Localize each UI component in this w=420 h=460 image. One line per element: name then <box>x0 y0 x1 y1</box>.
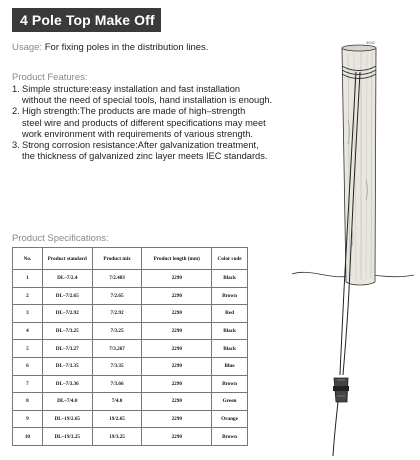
table-cell: 7/4.0 <box>92 393 142 411</box>
table-cell: DL–19/2.65 <box>42 410 92 428</box>
table-cell: 2290 <box>142 393 212 411</box>
table-cell: 10 <box>13 428 43 446</box>
table-cell: 2290 <box>142 270 212 288</box>
table-cell: Brown <box>212 287 248 305</box>
table-cell: DL–7/2.65 <box>42 287 92 305</box>
spec-header-cell: No. <box>13 248 43 270</box>
table-cell: 19/2.65 <box>92 410 142 428</box>
usage-text: For fixing poles in the distribution lines. <box>44 42 209 53</box>
table-cell: 2290 <box>142 340 212 358</box>
table-row <box>13 428 248 446</box>
table-cell: 3 <box>13 305 43 323</box>
table-cell: DL–7/3.35 <box>42 357 92 375</box>
table-cell: 6 <box>13 357 43 375</box>
table-cell: Green <box>212 393 248 411</box>
spec-header-cell: Product standard <box>42 248 92 270</box>
feature-text <box>22 84 312 106</box>
feature-text <box>22 140 312 162</box>
spec-header-cell: Product mix <box>92 248 142 270</box>
pole-illustration <box>290 30 416 458</box>
usage-label: Usage: <box>12 42 43 53</box>
table-cell: Red <box>212 305 248 323</box>
table-cell: 2290 <box>142 305 212 323</box>
table-cell: 9 <box>13 410 43 428</box>
table-cell: Black <box>212 270 248 288</box>
features-heading: Product Features: <box>12 72 88 83</box>
table-row <box>13 270 248 288</box>
feature-line: the thickness of galvanized zinc layer meets IEC standards. <box>22 151 268 162</box>
table-row <box>13 375 248 393</box>
pole-label: Φ240 <box>366 41 375 45</box>
table-cell: DL–7/3.25 <box>42 322 92 340</box>
spec-table <box>12 247 248 446</box>
usage-line <box>12 42 208 53</box>
table-cell: 2290 <box>142 357 212 375</box>
feature-line: Strong corrosion resistance:After galvanization treatment, <box>22 140 259 151</box>
table-cell: Black <box>212 322 248 340</box>
table-cell: 4 <box>13 322 43 340</box>
spec-body <box>13 270 248 446</box>
table-row <box>13 340 248 358</box>
table-cell: Blue <box>212 357 248 375</box>
features-list <box>12 84 312 162</box>
table-cell: 2290 <box>142 410 212 428</box>
spec-header-cell: Color code <box>212 248 248 270</box>
feature-line: steel wire and products of different specifications may meet <box>22 117 266 128</box>
table-row <box>13 410 248 428</box>
table-cell: 7/3.267 <box>92 340 142 358</box>
pole-top <box>342 45 376 51</box>
table-cell: DL–19/3.25 <box>42 428 92 446</box>
table-row <box>13 357 248 375</box>
table-row <box>13 322 248 340</box>
title-banner <box>12 8 161 32</box>
table-row <box>13 287 248 305</box>
feature-item <box>12 84 312 106</box>
table-cell: DL–7/3.36 <box>42 375 92 393</box>
table-cell: 2290 <box>142 322 212 340</box>
spec-header-cell: Product length (mm) <box>142 248 212 270</box>
feature-line: High strength:The products are made of high–strength <box>22 106 246 117</box>
table-cell: 7/3.66 <box>92 375 142 393</box>
feature-line: work environment with requirements of various strength. <box>22 128 253 139</box>
table-cell: 2290 <box>142 375 212 393</box>
table-cell: 8 <box>13 393 43 411</box>
page-title: 4 Pole Top Make Off <box>20 12 155 28</box>
table-cell: 7/2.92 <box>92 305 142 323</box>
table-cell: 1 <box>13 270 43 288</box>
feature-line: Simple structure:easy installation and fast installation <box>22 84 241 94</box>
table-row <box>13 393 248 411</box>
feature-item <box>12 106 312 140</box>
table-cell: Orange <box>212 410 248 428</box>
feature-line: without the need of special tools, hand installation is enough. <box>22 95 273 106</box>
table-cell: DL–7/3.27 <box>42 340 92 358</box>
table-cell: 19/3.25 <box>92 428 142 446</box>
table-cell: DL–7/2.4 <box>42 270 92 288</box>
feature-number: 2. <box>12 106 20 117</box>
table-cell: Brown <box>212 428 248 446</box>
table-cell: 7 <box>13 375 43 393</box>
table-cell: 7/3.35 <box>92 357 142 375</box>
table-cell: DL–7/4.0 <box>42 393 92 411</box>
specs-heading: Product Specifications: <box>12 233 109 244</box>
spec-header-row <box>13 248 248 270</box>
table-cell: DL–7/2.92 <box>42 305 92 323</box>
table-row <box>13 305 248 323</box>
table-cell: 7/2.403 <box>92 270 142 288</box>
table-cell: Brown <box>212 375 248 393</box>
feature-text <box>22 106 312 140</box>
table-cell: 2290 <box>142 287 212 305</box>
feature-item <box>12 140 312 162</box>
table-cell: 7/3.25 <box>92 322 142 340</box>
table-cell: 2290 <box>142 428 212 446</box>
feature-number: 1. <box>12 84 20 94</box>
table-cell: Black <box>212 340 248 358</box>
table-cell: 2 <box>13 287 43 305</box>
grip-clamp <box>333 378 349 402</box>
table-cell: 7/2.65 <box>92 287 142 305</box>
table-cell: 5 <box>13 340 43 358</box>
feature-number: 3. <box>12 140 20 151</box>
